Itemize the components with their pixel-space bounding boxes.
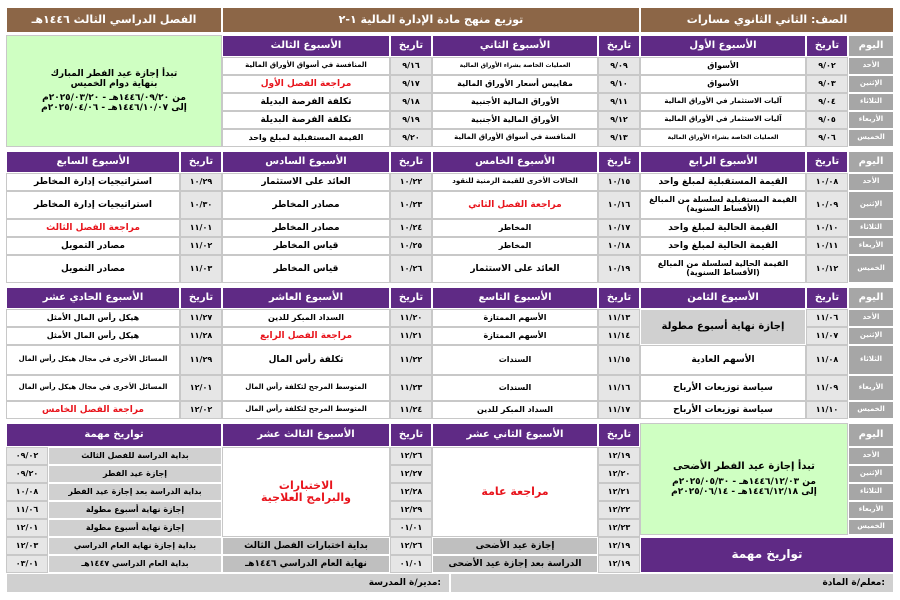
week9-date: ١١/١٣	[598, 309, 640, 327]
week10-date: ١١/٢٤	[390, 401, 432, 419]
week11-date: ١١/٢٩	[180, 345, 222, 375]
week7-review: مراجعة الفصل الثالث	[6, 219, 180, 237]
week9-topic: الأسهم الممتازة	[432, 309, 598, 327]
week5-topic: العائد على الاستثمار	[432, 255, 598, 283]
date-header: تاريخ	[390, 151, 432, 173]
week7-title: الأسبوع السابع	[6, 151, 180, 173]
date-header: تاريخ	[806, 35, 848, 57]
week10-date: ١١/٢١	[390, 327, 432, 345]
teacher-signature: معلم/ة المادة:	[450, 573, 894, 593]
week1-date: ٩/٠٥	[806, 111, 848, 129]
eid-adha-note	[640, 423, 848, 535]
year-end-event: نهاية العام الدراسي ١٤٤٦هـ	[222, 555, 390, 573]
week2-date: ٩/١٠	[598, 75, 640, 93]
week9-topic: السندات	[432, 375, 598, 401]
week6-date: ١٠/٢٣	[390, 191, 432, 219]
date-header: تاريخ	[806, 151, 848, 173]
important-date: ٠٣/٠١	[6, 555, 48, 573]
week5-date: ١٠/١٧	[598, 219, 640, 237]
week5-title: الأسبوع الخامس	[432, 151, 598, 173]
week13-title: الأسبوع الثالث عشر	[222, 423, 390, 447]
date-header: تاريخ	[598, 287, 640, 309]
date-header: تاريخ	[180, 151, 222, 173]
important-date: ١٢/٠٣	[6, 537, 48, 555]
week4-title: الأسبوع الرابع	[640, 151, 806, 173]
week6-date: ١٠/٢٥	[390, 237, 432, 255]
exam-event-date: ١٢/٢٦	[390, 537, 432, 555]
week12-date: ١٢/٢١	[598, 483, 640, 501]
general-review: مراجعة عامة	[432, 447, 598, 537]
important-dates-header: تواريخ مهمة	[6, 423, 222, 447]
week11-topic: هيكل رأس المال الأمثل	[6, 327, 180, 345]
week10-date: ١١/٢٠	[390, 309, 432, 327]
important-date: ١٠/٠٨	[6, 483, 48, 501]
day-label: الإثنين	[848, 75, 894, 93]
week9-date: ١١/١٦	[598, 375, 640, 401]
week5-review: مراجعة الفصل الثاني	[432, 191, 598, 219]
week8-date: ١١/٠٨	[806, 345, 848, 375]
week6-topic: العائد على الاستثمار	[222, 173, 390, 191]
week8-date: ١١/٠٩	[806, 375, 848, 401]
week1-topic: الأسواق	[640, 75, 806, 93]
week7-date: ١١/٠٢	[180, 237, 222, 255]
grade-header: الصف: الثاني الثانوي مسارات	[640, 7, 894, 33]
note-line: من ١٤٤٦/٠٩/٢٠هـ - ٢٠٢٥/٠٣/٢٠م	[42, 93, 186, 103]
important-date-text: إجازة عيد الفطر	[48, 465, 222, 483]
day-label: الأربعاء	[848, 375, 894, 401]
term-header: الفصل الدراسي الثالث ١٤٤٦هـ	[6, 7, 222, 33]
week5-date: ١٠/١٨	[598, 237, 640, 255]
week10-topic: تكلفة رأس المال	[222, 345, 390, 375]
week9-date: ١١/١٤	[598, 327, 640, 345]
week9-topic: السداد المبكر للدين	[432, 401, 598, 419]
week10-topic: المتوسط المرجح لتكلفة رأس المال	[222, 401, 390, 419]
week9-topic: الأسهم الممتازة	[432, 327, 598, 345]
week8-date: ١١/١٠	[806, 401, 848, 419]
week7-topic: مصادر التمويل	[6, 255, 180, 283]
week4-topic: القيمة الحالية لمبلغ واحد	[640, 219, 806, 237]
exams-and-remedial: الاختبارات والبرامج العلاجية	[222, 447, 390, 537]
long-weekend-holiday: إجازة نهاية أسبوع مطولة	[640, 309, 806, 345]
week1-date: ٩/٠٢	[806, 57, 848, 75]
note-line: إلى ١٤٤٦/١٠/٠٧هـ - ٢٠٢٥/٠٤/٠٦م	[41, 103, 187, 114]
day-header: اليوم	[848, 287, 894, 309]
week7-topic: مصادر التمويل	[6, 237, 180, 255]
week2-topic: العمليات الخاصة بشراء الأوراق المالية	[432, 57, 598, 75]
day-label: الثلاثاء	[848, 345, 894, 375]
week12-title: الأسبوع الثاني عشر	[432, 423, 598, 447]
week4-date: ١٠/١٢	[806, 255, 848, 283]
important-date-text: إجازة نهاية أسبوع مطولة	[48, 501, 222, 519]
week7-topic: استراتيجيات إدارة المخاطر	[6, 191, 180, 219]
week11-review: مراجعة الفصل الخامس	[6, 401, 180, 419]
adha-event: إجازة عيد الأضحى	[432, 537, 598, 555]
week4-date: ١٠/١٠	[806, 219, 848, 237]
week11-date: ١١/٢٧	[180, 309, 222, 327]
week3-title: الأسبوع الثالث	[222, 35, 390, 57]
week5-date: ١٠/١٦	[598, 191, 640, 219]
week6-date: ١٠/٢٤	[390, 219, 432, 237]
week12-date: ١٢/٢٣	[598, 519, 640, 537]
day-label: الثلاثاء	[848, 93, 894, 111]
important-date: ١٢/٠١	[6, 519, 48, 537]
date-header: تاريخ	[390, 35, 432, 57]
important-date: ١١/٠٦	[6, 501, 48, 519]
day-label: الثلاثاء	[848, 219, 894, 237]
week7-date: ١١/٠١	[180, 219, 222, 237]
week11-topic: هيكل رأس المال الأمثل	[6, 309, 180, 327]
week10-date: ١١/٢٣	[390, 375, 432, 401]
adha-event-date: ١٢/١٩	[598, 537, 640, 555]
important-date-text: بداية العام الدراسي ١٤٤٧هـ	[48, 555, 222, 573]
week2-date: ٩/١٣	[598, 129, 640, 147]
important-date-text: بداية الدراسة للفصل الثالث	[48, 447, 222, 465]
week11-title: الأسبوع الحادي عشر	[6, 287, 180, 309]
week6-topic: قياس المخاطر	[222, 255, 390, 283]
day-label: الإثنين	[848, 191, 894, 219]
week1-topic: العمليات الخاصة بشراء الأوراق المالية	[640, 129, 806, 147]
week7-date: ١٠/٣٠	[180, 191, 222, 219]
day-label: الخميس	[848, 401, 894, 419]
week8-date: ١١/٠٧	[806, 327, 848, 345]
important-date-text: بداية إجازة نهاية العام الدراسي	[48, 537, 222, 555]
week7-topic: استراتيجيات إدارة المخاطر	[6, 173, 180, 191]
week5-date: ١٠/١٥	[598, 173, 640, 191]
week7-date: ١١/٠٣	[180, 255, 222, 283]
schedule-sheet	[6, 7, 894, 593]
week8-topic: الأسهم العادية	[640, 345, 806, 375]
week1-date: ٩/٠٤	[806, 93, 848, 111]
week2-date: ٩/١٢	[598, 111, 640, 129]
day-label: الأحد	[848, 173, 894, 191]
eid-fitr-note	[6, 35, 222, 147]
day-label: الخميس	[848, 129, 894, 147]
week6-date: ١٠/٢٢	[390, 173, 432, 191]
exam-event: بداية اختبارات الفصل الثالث	[222, 537, 390, 555]
day-label: الأربعاء	[848, 501, 894, 519]
day-label: الأحد	[848, 57, 894, 75]
day-label: الأربعاء	[848, 111, 894, 129]
week3-topic: تكلفة الفرصة البديلة	[222, 93, 390, 111]
week8-title: الأسبوع الثامن	[640, 287, 806, 309]
week13-date: ١٢/٢٨	[390, 483, 432, 501]
week9-title: الأسبوع التاسع	[432, 287, 598, 309]
important-date-text: بداية الدراسة بعد إجازة عيد الفطر	[48, 483, 222, 501]
week8-date: ١١/٠٦	[806, 309, 848, 327]
week2-topic: المنافسة في أسواق الأوراق المالية	[432, 129, 598, 147]
week2-topic: الأوراق المالية الأجنبية	[432, 111, 598, 129]
week3-date: ٩/١٧	[390, 75, 432, 93]
week3-topic: القيمة المستقبلية لمبلغ واحد	[222, 129, 390, 147]
week12-date: ١٢/١٩	[598, 447, 640, 465]
week12-date: ١٢/٢٢	[598, 501, 640, 519]
week2-title: الأسبوع الثاني	[432, 35, 598, 57]
note-line: من ١٤٤٦/١٢/٠٣هـ - ٢٠٢٥/٠٥/٣٠م	[672, 476, 816, 487]
week2-topic: مقاييس أسعار الأوراق المالية	[432, 75, 598, 93]
note-line: إلى ١٤٤٦/١٢/١٨هـ - ٢٠٢٥/٠٦/١٤م	[671, 486, 817, 497]
week4-topic: القيمة المستقبلية لمبلغ واحد	[640, 173, 806, 191]
week5-topic: المخاطر	[432, 219, 598, 237]
week6-topic: مصادر المخاطر	[222, 219, 390, 237]
day-label: الثلاثاء	[848, 483, 894, 501]
week10-topic: السداد المبكر للدين	[222, 309, 390, 327]
week2-date: ٩/١١	[598, 93, 640, 111]
day-header: اليوم	[848, 423, 894, 447]
week13-date: ١٢/٢٧	[390, 465, 432, 483]
note-line: بنهاية دوام الخميس	[70, 78, 158, 89]
date-header: تاريخ	[598, 423, 640, 447]
day-header: اليوم	[848, 35, 894, 57]
week10-title: الأسبوع العاشر	[222, 287, 390, 309]
week4-topic: القيمة المستقبلية لسلسلة من المبالغ (الأقساط السنوية)	[640, 191, 806, 219]
week3-topic: المنافسة في أسواق الأوراق المالية	[222, 57, 390, 75]
day-label: الإثنين	[848, 465, 894, 483]
week5-topic: الحالات الأخرى للقيمة الزمنية للنقود	[432, 173, 598, 191]
week1-topic: آليات الاستثمار في الأوراق المالية	[640, 111, 806, 129]
date-header: تاريخ	[598, 151, 640, 173]
week1-topic: الأسواق	[640, 57, 806, 75]
week5-date: ١٠/١٩	[598, 255, 640, 283]
week2-date: ٩/٠٩	[598, 57, 640, 75]
principal-signature: مدير/ة المدرسة:	[6, 573, 450, 593]
week10-topic: المتوسط المرجح لتكلفة رأس المال	[222, 375, 390, 401]
adha-event-date: ١٢/١٩	[598, 555, 640, 573]
week12-date: ١٢/٢٠	[598, 465, 640, 483]
week1-date: ٩/٠٣	[806, 75, 848, 93]
week3-review: مراجعة الفصل الأول	[222, 75, 390, 93]
week11-date: ١٢/٠١	[180, 375, 222, 401]
week11-date: ١٢/٠٢	[180, 401, 222, 419]
week10-review: مراجعة الفصل الرابع	[222, 327, 390, 345]
week13-date: ١٢/٢٩	[390, 501, 432, 519]
week7-date: ١٠/٢٩	[180, 173, 222, 191]
date-header: تاريخ	[390, 423, 432, 447]
year-end-event-date: ٠١/٠١	[390, 555, 432, 573]
important-date: ٠٩/٠٢	[6, 447, 48, 465]
week6-title: الأسبوع السادس	[222, 151, 390, 173]
week1-title: الأسبوع الأول	[640, 35, 806, 57]
week6-topic: مصادر المخاطر	[222, 191, 390, 219]
week4-date: ١٠/٠٩	[806, 191, 848, 219]
note-line: تبدأ إجازة عيد الفطر الأضحى	[673, 461, 815, 473]
week3-date: ٩/١٨	[390, 93, 432, 111]
week13-date: ١٢/٢٦	[390, 447, 432, 465]
week4-topic: القيمة الحالية لمبلغ واحد	[640, 237, 806, 255]
note-line: تبدأ إجازة عيد الفطر المبارك	[50, 68, 178, 79]
week9-topic: السندات	[432, 345, 598, 375]
week13-date: ٠١/٠١	[390, 519, 432, 537]
day-label: الخميس	[848, 519, 894, 535]
week1-topic: آليات الاستثمار في الأوراق المالية	[640, 93, 806, 111]
important-date: ٠٩/٢٠	[6, 465, 48, 483]
week5-topic: المخاطر	[432, 237, 598, 255]
date-header: تاريخ	[180, 287, 222, 309]
week8-topic: سياسة توزيعات الأرباح	[640, 375, 806, 401]
date-header: تاريخ	[390, 287, 432, 309]
day-label: الأحد	[848, 447, 894, 465]
week4-topic: القيمة الحالية لسلسلة من المبالغ (الأقساط السنوية)	[640, 255, 806, 283]
week3-date: ٩/١٦	[390, 57, 432, 75]
week11-topic: المسائل الأخرى في مجال هيكل رأس المال	[6, 345, 180, 375]
week3-date: ٩/١٩	[390, 111, 432, 129]
week4-date: ١٠/١١	[806, 237, 848, 255]
day-header: اليوم	[848, 151, 894, 173]
title-header: توزيع منهج مادة الإدارة المالية ١-٢	[222, 7, 640, 33]
week9-date: ١١/١٧	[598, 401, 640, 419]
week3-topic: تكلفة الفرصة البديلة	[222, 111, 390, 129]
week10-date: ١١/٢٢	[390, 345, 432, 375]
week8-topic: سياسة توزيعات الأرباح	[640, 401, 806, 419]
week9-date: ١١/١٥	[598, 345, 640, 375]
week4-date: ١٠/٠٨	[806, 173, 848, 191]
date-header: تاريخ	[806, 287, 848, 309]
week1-date: ٩/٠٦	[806, 129, 848, 147]
week2-topic: الأوراق المالية الأجنبية	[432, 93, 598, 111]
important-date-text: إجازة نهاية أسبوع مطولة	[48, 519, 222, 537]
important-dates-footer-header: تواريخ مهمة	[640, 537, 894, 573]
day-label: الإثنين	[848, 327, 894, 345]
week11-topic: المسائل الأخرى في مجال هيكل رأس المال	[6, 375, 180, 401]
week6-date: ١٠/٢٦	[390, 255, 432, 283]
day-label: الخميس	[848, 255, 894, 283]
adha-event: الدراسة بعد إجازة عيد الأضحى	[432, 555, 598, 573]
date-header: تاريخ	[598, 35, 640, 57]
week3-date: ٩/٢٠	[390, 129, 432, 147]
day-label: الأحد	[848, 309, 894, 327]
week11-date: ١١/٢٨	[180, 327, 222, 345]
day-label: الأربعاء	[848, 237, 894, 255]
week6-topic: قياس المخاطر	[222, 237, 390, 255]
